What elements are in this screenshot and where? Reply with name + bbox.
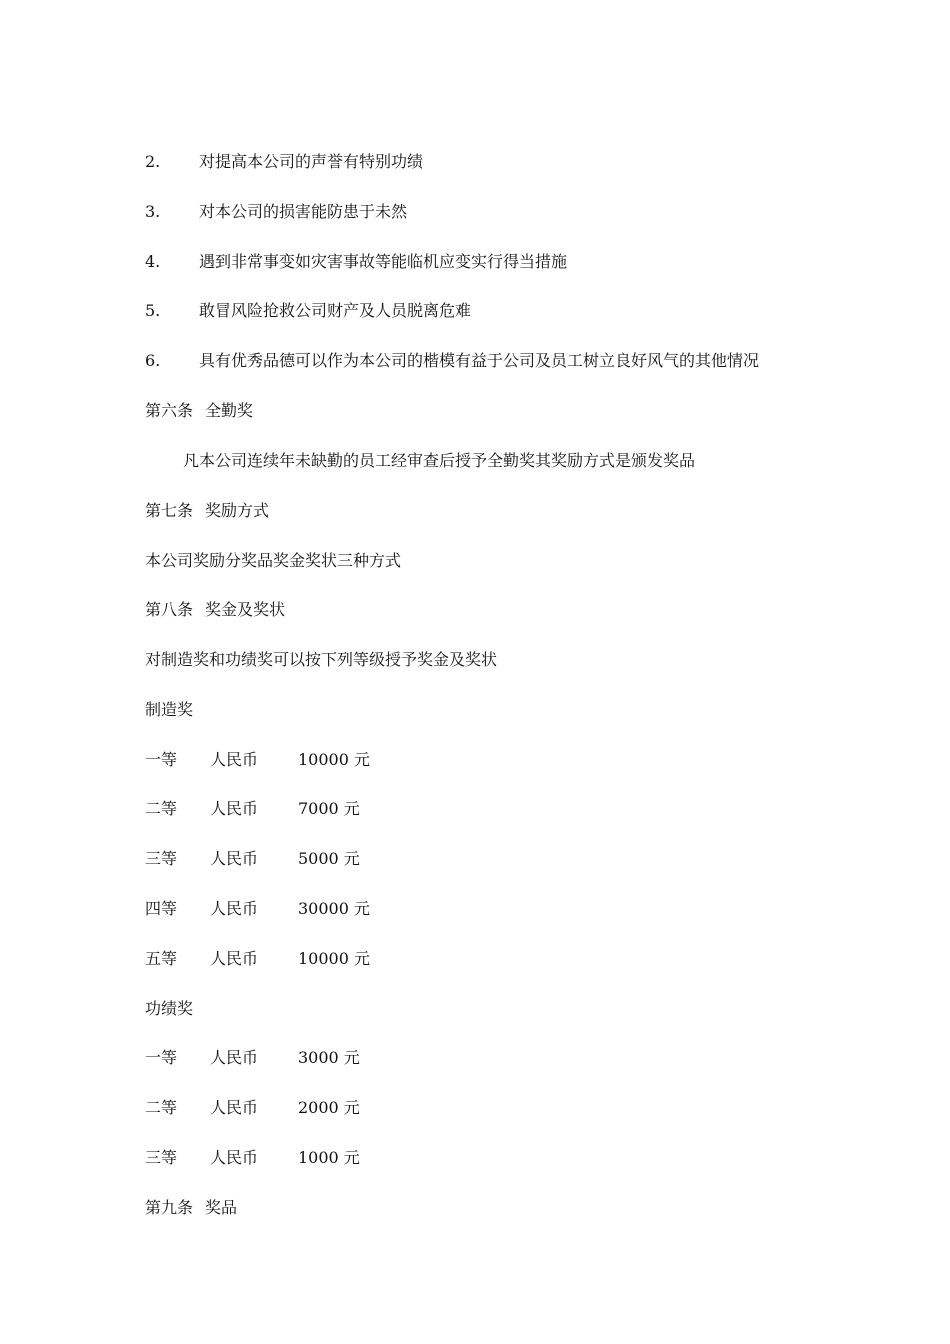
paragraph: 对制造奖和功绩奖可以按下列等级授予奖金及奖状 [145, 650, 498, 669]
article-label: 第八条 [145, 600, 194, 619]
list-item [145, 348, 759, 374]
award-amount: 1000 元 [298, 1148, 360, 1167]
article-title: 奖品 [205, 1198, 238, 1217]
article-label: 第九条 [145, 1198, 194, 1217]
award-amount: 7000 元 [298, 799, 360, 818]
list-item [145, 149, 423, 175]
article-heading [145, 1195, 237, 1221]
award-amount: 2000 元 [298, 1098, 360, 1117]
list-text: 对本公司的损害能防患于未然 [199, 202, 408, 221]
list-number: 2. [145, 152, 161, 171]
award-grade: 一等 [145, 1048, 178, 1067]
article-label: 第六条 [145, 401, 194, 420]
award-row [145, 1045, 360, 1071]
section-title: 制造奖 [145, 700, 194, 719]
award-grade: 三等 [145, 849, 178, 868]
award-amount: 10000 元 [298, 949, 370, 968]
section-title: 功绩奖 [145, 999, 194, 1018]
list-item [145, 249, 567, 275]
award-grade: 二等 [145, 1098, 178, 1117]
paragraph: 凡本公司连续年未缺勤的员工经审查后授予全勤奖其奖励方式是颁发奖品 [183, 451, 696, 470]
paragraph: 本公司奖励分奖品奖金奖状三种方式 [145, 551, 402, 570]
award-currency: 人民币 [210, 849, 259, 868]
award-grade: 五等 [145, 949, 178, 968]
award-currency: 人民币 [210, 949, 259, 968]
award-row [145, 796, 360, 822]
award-row [145, 946, 370, 972]
list-item [145, 298, 471, 324]
award-amount: 30000 元 [298, 899, 370, 918]
list-text: 敢冒风险抢救公司财产及人员脱离危难 [199, 301, 472, 320]
list-text: 对提高本公司的声誉有特别功绩 [199, 152, 424, 171]
article-heading [145, 597, 285, 623]
award-currency: 人民币 [210, 1148, 259, 1167]
list-text: 遇到非常事变如灾害事故等能临机应变实行得当措施 [199, 252, 568, 271]
list-number: 4. [145, 252, 161, 271]
award-row [145, 747, 370, 773]
article-title: 全勤奖 [205, 401, 254, 420]
article-heading [145, 398, 253, 424]
award-amount: 10000 元 [298, 750, 370, 769]
award-currency: 人民币 [210, 1098, 259, 1117]
award-grade: 二等 [145, 799, 178, 818]
award-currency: 人民币 [210, 899, 259, 918]
award-grade: 三等 [145, 1148, 178, 1167]
award-grade: 四等 [145, 899, 178, 918]
article-heading [145, 498, 269, 524]
award-grade: 一等 [145, 750, 178, 769]
award-currency: 人民币 [210, 799, 259, 818]
award-row [145, 846, 360, 872]
list-number: 5. [145, 301, 161, 320]
award-currency: 人民币 [210, 1048, 259, 1067]
award-amount: 3000 元 [298, 1048, 360, 1067]
article-title: 奖励方式 [205, 501, 270, 520]
article-title: 奖金及奖状 [205, 600, 286, 619]
award-row [145, 896, 370, 922]
article-label: 第七条 [145, 501, 194, 520]
award-currency: 人民币 [210, 750, 259, 769]
award-row [145, 1095, 360, 1121]
award-amount: 5000 元 [298, 849, 360, 868]
list-text: 具有优秀品德可以作为本公司的楷模有益于公司及员工树立良好风气的其他情况 [199, 351, 760, 370]
list-number: 6. [145, 351, 161, 370]
list-item [145, 199, 407, 225]
list-number: 3. [145, 202, 161, 221]
award-row [145, 1145, 360, 1171]
